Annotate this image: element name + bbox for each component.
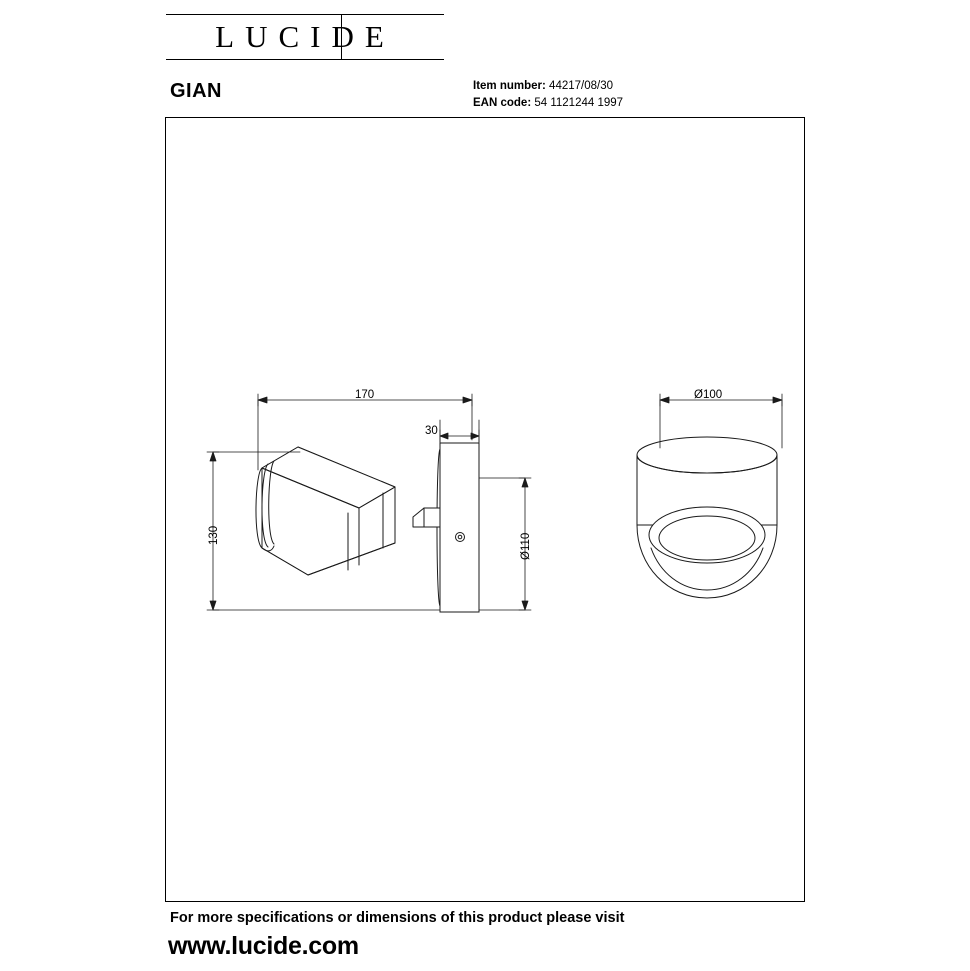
footer-website-link[interactable]: www.lucide.com <box>168 932 359 960</box>
item-number-row <box>473 78 623 95</box>
dimension-label-plate: Ø110 <box>520 532 532 560</box>
ean-row <box>473 95 623 112</box>
dimension-label-diameter: Ø100 <box>694 389 723 401</box>
page-title: GIAN <box>170 80 222 102</box>
dimension-label-width: 170 <box>355 389 375 401</box>
ean-value: 54 1121244 1997 <box>534 97 624 109</box>
page-header <box>0 0 970 118</box>
logo-wordmark: LUCIDE <box>215 19 395 54</box>
product-meta <box>473 78 623 112</box>
item-number-label: Item number: <box>473 80 546 92</box>
brand-logo <box>166 14 444 60</box>
ean-label: EAN code: <box>473 97 532 109</box>
item-number-value: 44217/08/30 <box>549 80 613 92</box>
logo-dot-i-icon <box>462 31 469 38</box>
dimension-label-height: 130 <box>208 525 220 545</box>
drawing-frame <box>165 117 805 902</box>
dimension-label-depth: 30 <box>425 425 438 437</box>
footer-note: For more specifications or dimensions of this product please visit <box>170 910 625 926</box>
